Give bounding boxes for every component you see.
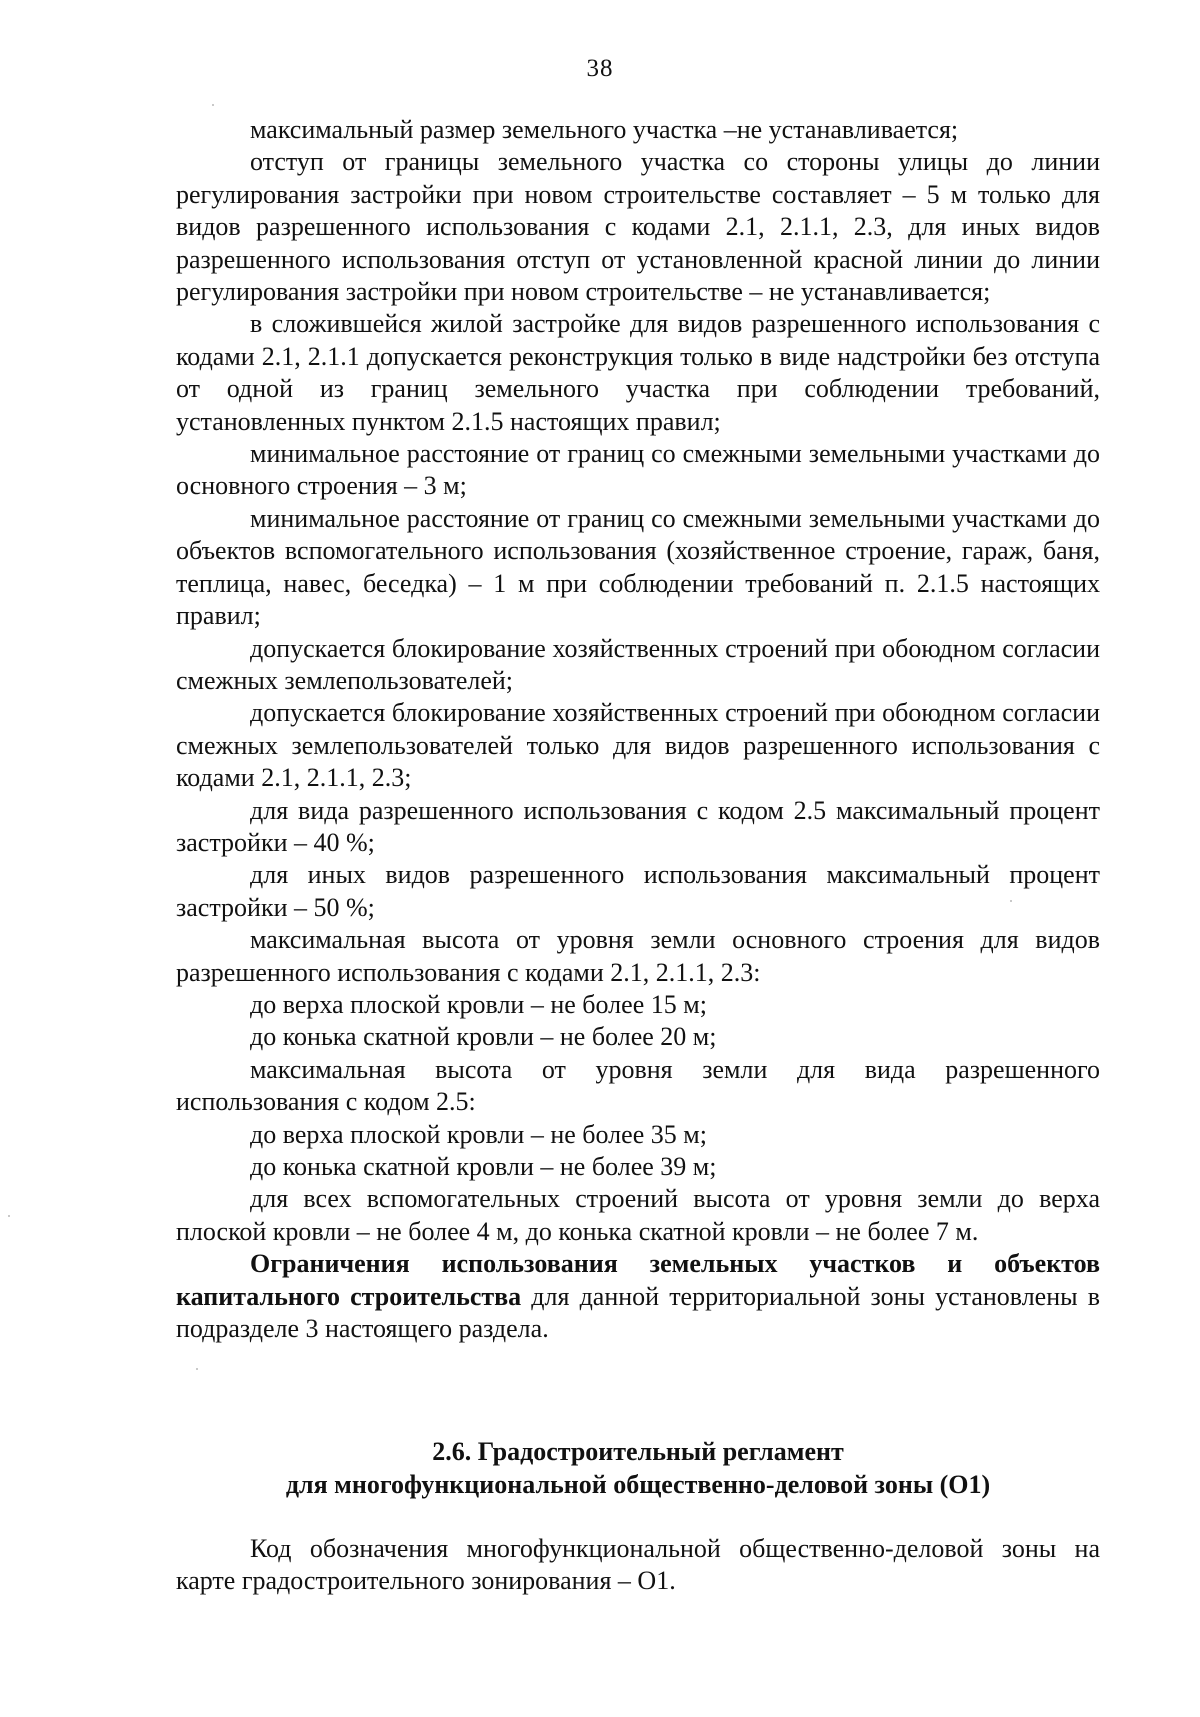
restrictions-bold-lead: Ограничения использования земельных участков и объектов капитального строительства [176,1249,1100,1311]
paragraph-street-setback: отступ от границы земельного участка со стороны улицы до линии регулирования застройки при новом строительстве составляет – 5 м только для видов разрешенного использования с кодами 2.1, 2.1.1, 2.3, для иных видов разрешенного использования отступ от установленной красной линии до линии регулирования застройки при новом строительстве – не устанавливается; [176,147,1100,307]
paragraph-pitched-roof-20: до конька скатной кровли – не более 20 м; [250,1022,717,1052]
paragraph-coverage-other: для иных видов разрешенного использования максимальный процент застройки – 50 %; [176,860,1100,922]
scan-speck [8,1215,10,1217]
section-heading-line1: 2.6. Градостроительный регламент [432,1437,844,1466]
paragraph-flat-roof-15: до верха плоской кровли – не более 15 м; [250,989,707,1019]
paragraph-restrictions [176,1248,1100,1345]
paragraph-zone-code: Код обозначения многофункциональной общественно-деловой зоны на карте градостроительного зонирования – О1. [176,1534,1100,1596]
paragraph-max-height-main: максимальная высота от уровня земли основного строения для видов разрешенного использования с кодами 2.1, 2.1.1, 2.3: [176,925,1100,987]
paragraph-blocking-allowed: допускается блокирование хозяйственных строений при обоюдном согласии смежных землепользователей; [176,633,1100,695]
restrictions-rest: для данной территориальной зоны установлены в подразделе 3 настоящего раздела. [176,1281,1100,1344]
page-number: 38 [586,55,614,82]
paragraph-coverage-2-5: для вида разрешенного использования с кодом 2.5 максимальный процент застройки – 40 %; [176,795,1100,857]
paragraph-pitched-roof-39: до конька скатной кровли – не более 39 м; [250,1152,717,1181]
paragraph-min-distance-auxiliary: минимальное расстояние от границ со смежными земельными участками до объектов вспомогательного использования (хозяйственное строение, гараж, баня, теплица, навес, беседка) – 1 м при соблюдении требований п. 2.1.5 настоящих правил; [176,503,1100,631]
paragraph-flat-roof-35: до верха плоской кровли – не более 35 м; [250,1119,707,1149]
regulation-text [176,114,1100,1345]
scan-speck [196,1368,198,1370]
section-heading [176,1435,1100,1501]
paragraph-auxiliary-height: для всех вспомогательных строений высота от уровня земли до верха плоской кровли – не более 4 м, до конька скатной кровли – не более 7 м. [176,1184,1100,1246]
paragraph-max-plot-size: максимальный размер земельного участка –не устанавливается; [250,115,959,144]
paragraph-max-height-2-5: максимальная высота от уровня земли для вида разрешенного использования с кодом 2.5: [176,1054,1100,1117]
paragraph-existing-development: в сложившейся жилой застройке для видов разрешенного использования с кодами 2.1, 2.1.1 допускается реконструкция только в виде надстройки без отступа от одной из границ земельного участка при соблюдении требований, установленных пунктом 2.1.5 настоящих правил; [176,309,1100,436]
paragraph-blocking-codes: допускается блокирование хозяйственных строений при обоюдном согласии смежных землепользователей только для видов разрешенного использования с кодами 2.1, 2.1.1, 2.3; [176,698,1100,793]
zone-code-text [176,1533,1100,1598]
section-heading-line2: для многофункциональной общественно-деловой зоны (О1) [285,1470,991,1499]
paragraph-min-distance-main: минимальное расстояние от границ со смежными земельными участками до основного строения – 3 м; [176,439,1100,501]
scan-speck [212,104,214,106]
scan-speck [1010,900,1012,902]
